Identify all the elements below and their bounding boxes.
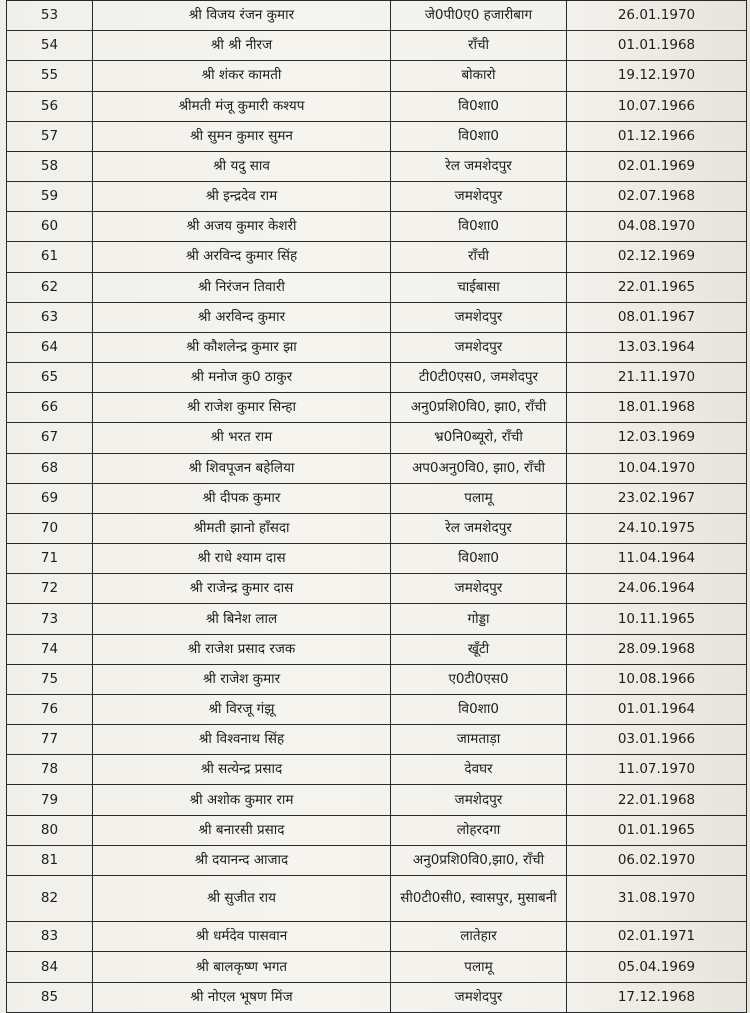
table-row xyxy=(7,694,747,724)
serial-number: 68 xyxy=(7,453,93,483)
serial-number: 66 xyxy=(7,393,93,423)
serial-number: 81 xyxy=(7,845,93,875)
person-name: श्री शंकर कामती xyxy=(93,61,391,91)
table-row xyxy=(7,785,747,815)
date-of-birth: 06.02.1970 xyxy=(567,845,747,875)
table-row xyxy=(7,423,747,453)
serial-number: 72 xyxy=(7,574,93,604)
person-name: श्री शिवपूजन बहेलिया xyxy=(93,453,391,483)
table-row xyxy=(7,952,747,982)
table-row xyxy=(7,982,747,1012)
posting-place: अप0अनु0वि0, झा0, राँची xyxy=(391,453,567,483)
person-name: श्री धर्मदेव पासवान xyxy=(93,922,391,952)
date-of-birth: 23.02.1967 xyxy=(567,483,747,513)
date-of-birth: 01.12.1966 xyxy=(567,121,747,151)
person-name: श्री विश्वनाथ सिंह xyxy=(93,725,391,755)
person-name: श्री इन्द्रदेव राम xyxy=(93,182,391,212)
date-of-birth: 22.01.1965 xyxy=(567,272,747,302)
posting-place: पलामू xyxy=(391,483,567,513)
person-name: श्री बिनेश लाल xyxy=(93,604,391,634)
posting-place: जमशेदपुर xyxy=(391,982,567,1012)
posting-place: टी0टी0एस0, जमशेदपुर xyxy=(391,363,567,393)
serial-number: 73 xyxy=(7,604,93,634)
serial-number: 53 xyxy=(7,1,93,31)
posting-place: जमशेदपुर xyxy=(391,182,567,212)
personnel-table-body xyxy=(7,1,747,1013)
date-of-birth: 10.07.1966 xyxy=(567,91,747,121)
date-of-birth: 11.04.1964 xyxy=(567,544,747,574)
table-row xyxy=(7,332,747,362)
date-of-birth: 18.01.1968 xyxy=(567,393,747,423)
person-name: श्री अजय कुमार केशरी xyxy=(93,212,391,242)
posting-place: वि0शा0 xyxy=(391,121,567,151)
personnel-table xyxy=(6,0,747,1013)
date-of-birth: 03.01.1966 xyxy=(567,725,747,755)
person-name: श्री विजय रंजन कुमार xyxy=(93,1,391,31)
table-row xyxy=(7,725,747,755)
date-of-birth: 10.04.1970 xyxy=(567,453,747,483)
person-name: श्री अशोक कुमार राम xyxy=(93,785,391,815)
table-row xyxy=(7,61,747,91)
serial-number: 69 xyxy=(7,483,93,513)
person-name: श्री नोएल भूषण मिंज xyxy=(93,982,391,1012)
serial-number: 75 xyxy=(7,664,93,694)
date-of-birth: 21.11.1970 xyxy=(567,363,747,393)
person-name: श्री दीपक कुमार xyxy=(93,483,391,513)
serial-number: 55 xyxy=(7,61,93,91)
person-name: श्रीमती मंजू कुमारी कश्यप xyxy=(93,91,391,121)
person-name: श्री यदु साव xyxy=(93,151,391,181)
date-of-birth: 24.06.1964 xyxy=(567,574,747,604)
serial-number: 64 xyxy=(7,332,93,362)
table-row xyxy=(7,302,747,332)
date-of-birth: 26.01.1970 xyxy=(567,1,747,31)
posting-place: रेल जमशेदपुर xyxy=(391,151,567,181)
table-row xyxy=(7,363,747,393)
person-name: श्री निरंजन तिवारी xyxy=(93,272,391,302)
serial-number: 83 xyxy=(7,922,93,952)
table-row xyxy=(7,845,747,875)
table-row xyxy=(7,182,747,212)
date-of-birth: 10.08.1966 xyxy=(567,664,747,694)
serial-number: 78 xyxy=(7,755,93,785)
date-of-birth: 13.03.1964 xyxy=(567,332,747,362)
table-row xyxy=(7,1,747,31)
serial-number: 74 xyxy=(7,634,93,664)
posting-place: अनु0प्रशि0वि0, झा0, राँची xyxy=(391,393,567,423)
posting-place: वि0शा0 xyxy=(391,212,567,242)
table-row xyxy=(7,393,747,423)
posting-place: चाईबासा xyxy=(391,272,567,302)
date-of-birth: 02.01.1971 xyxy=(567,922,747,952)
posting-place: देवघर xyxy=(391,755,567,785)
date-of-birth: 22.01.1968 xyxy=(567,785,747,815)
table-row xyxy=(7,91,747,121)
serial-number: 71 xyxy=(7,544,93,574)
posting-place: जमशेदपुर xyxy=(391,302,567,332)
serial-number: 62 xyxy=(7,272,93,302)
serial-number: 76 xyxy=(7,694,93,724)
table-row xyxy=(7,544,747,574)
person-name: श्री मनोज कु0 ठाकुर xyxy=(93,363,391,393)
posting-place: बोकारो xyxy=(391,61,567,91)
posting-place: सी0टी0सी0, स्वासपुर, मुसाबनी xyxy=(391,875,567,921)
date-of-birth: 01.01.1968 xyxy=(567,31,747,61)
person-name: श्री श्री नीरज xyxy=(93,31,391,61)
person-name: श्री राधे श्याम दास xyxy=(93,544,391,574)
table-row xyxy=(7,272,747,302)
person-name: श्री बनारसी प्रसाद xyxy=(93,815,391,845)
posting-place: अनु0प्रशि0वि0,झा0, राँची xyxy=(391,845,567,875)
person-name: श्री बालकृष्ण भगत xyxy=(93,952,391,982)
person-name: श्री अरविन्द कुमार सिंह xyxy=(93,242,391,272)
date-of-birth: 11.07.1970 xyxy=(567,755,747,785)
table-row xyxy=(7,815,747,845)
date-of-birth: 28.09.1968 xyxy=(567,634,747,664)
serial-number: 80 xyxy=(7,815,93,845)
person-name: श्री दयानन्द आजाद xyxy=(93,845,391,875)
posting-place: ए0टी0एस0 xyxy=(391,664,567,694)
date-of-birth: 01.01.1965 xyxy=(567,815,747,845)
posting-place: वि0शा0 xyxy=(391,544,567,574)
posting-place: गोड्डा xyxy=(391,604,567,634)
table-row xyxy=(7,922,747,952)
posting-place: वि0शा0 xyxy=(391,91,567,121)
table-row xyxy=(7,151,747,181)
date-of-birth: 02.01.1969 xyxy=(567,151,747,181)
posting-place: वि0शा0 xyxy=(391,694,567,724)
date-of-birth: 17.12.1968 xyxy=(567,982,747,1012)
posting-place: राँची xyxy=(391,31,567,61)
serial-number: 63 xyxy=(7,302,93,332)
person-name: श्री राजेश प्रसाद रजक xyxy=(93,634,391,664)
serial-number: 79 xyxy=(7,785,93,815)
person-name: श्री कौशलेन्द्र कुमार झा xyxy=(93,332,391,362)
serial-number: 65 xyxy=(7,363,93,393)
person-name: श्री सत्येन्द्र प्रसाद xyxy=(93,755,391,785)
table-row xyxy=(7,212,747,242)
person-name: श्री सुजीत राय xyxy=(93,875,391,921)
date-of-birth: 02.07.1968 xyxy=(567,182,747,212)
serial-number: 59 xyxy=(7,182,93,212)
posting-place: भ्र0नि0ब्यूरो, राँची xyxy=(391,423,567,453)
date-of-birth: 31.08.1970 xyxy=(567,875,747,921)
person-name: श्री विरजू गंझू xyxy=(93,694,391,724)
date-of-birth: 08.01.1967 xyxy=(567,302,747,332)
serial-number: 56 xyxy=(7,91,93,121)
table-row xyxy=(7,634,747,664)
table-row xyxy=(7,121,747,151)
posting-place: जमशेदपुर xyxy=(391,574,567,604)
posting-place: लोहरदगा xyxy=(391,815,567,845)
date-of-birth: 24.10.1975 xyxy=(567,513,747,543)
serial-number: 82 xyxy=(7,875,93,921)
table-row xyxy=(7,755,747,785)
person-name: श्री सुमन कुमार सुमन xyxy=(93,121,391,151)
table-row xyxy=(7,604,747,634)
posting-place: खूँटी xyxy=(391,634,567,664)
posting-place: लातेहार xyxy=(391,922,567,952)
serial-number: 77 xyxy=(7,725,93,755)
serial-number: 84 xyxy=(7,952,93,982)
serial-number: 57 xyxy=(7,121,93,151)
serial-number: 70 xyxy=(7,513,93,543)
serial-number: 85 xyxy=(7,982,93,1012)
person-name: श्री भरत राम xyxy=(93,423,391,453)
serial-number: 58 xyxy=(7,151,93,181)
date-of-birth: 01.01.1964 xyxy=(567,694,747,724)
person-name: श्री राजेश कुमार xyxy=(93,664,391,694)
person-name: श्री राजेश कुमार सिन्हा xyxy=(93,393,391,423)
date-of-birth: 02.12.1969 xyxy=(567,242,747,272)
table-row xyxy=(7,875,747,921)
posting-place: जामताड़ा xyxy=(391,725,567,755)
posting-place: राँची xyxy=(391,242,567,272)
table-row xyxy=(7,513,747,543)
posting-place: रेल जमशेदपुर xyxy=(391,513,567,543)
person-name: श्री राजेन्द्र कुमार दास xyxy=(93,574,391,604)
date-of-birth: 12.03.1969 xyxy=(567,423,747,453)
table-row xyxy=(7,31,747,61)
serial-number: 54 xyxy=(7,31,93,61)
posting-place: जे0पी0ए0 हजारीबाग xyxy=(391,1,567,31)
date-of-birth: 19.12.1970 xyxy=(567,61,747,91)
posting-place: पलामू xyxy=(391,952,567,982)
posting-place: जमशेदपुर xyxy=(391,332,567,362)
serial-number: 61 xyxy=(7,242,93,272)
serial-number: 67 xyxy=(7,423,93,453)
table-row xyxy=(7,453,747,483)
person-name: श्रीमती झानो हाँसदा xyxy=(93,513,391,543)
date-of-birth: 05.04.1969 xyxy=(567,952,747,982)
person-name: श्री अरविन्द कुमार xyxy=(93,302,391,332)
table-row xyxy=(7,574,747,604)
serial-number: 60 xyxy=(7,212,93,242)
table-row xyxy=(7,483,747,513)
posting-place: जमशेदपुर xyxy=(391,785,567,815)
table-row xyxy=(7,242,747,272)
table-row xyxy=(7,664,747,694)
date-of-birth: 10.11.1965 xyxy=(567,604,747,634)
date-of-birth: 04.08.1970 xyxy=(567,212,747,242)
